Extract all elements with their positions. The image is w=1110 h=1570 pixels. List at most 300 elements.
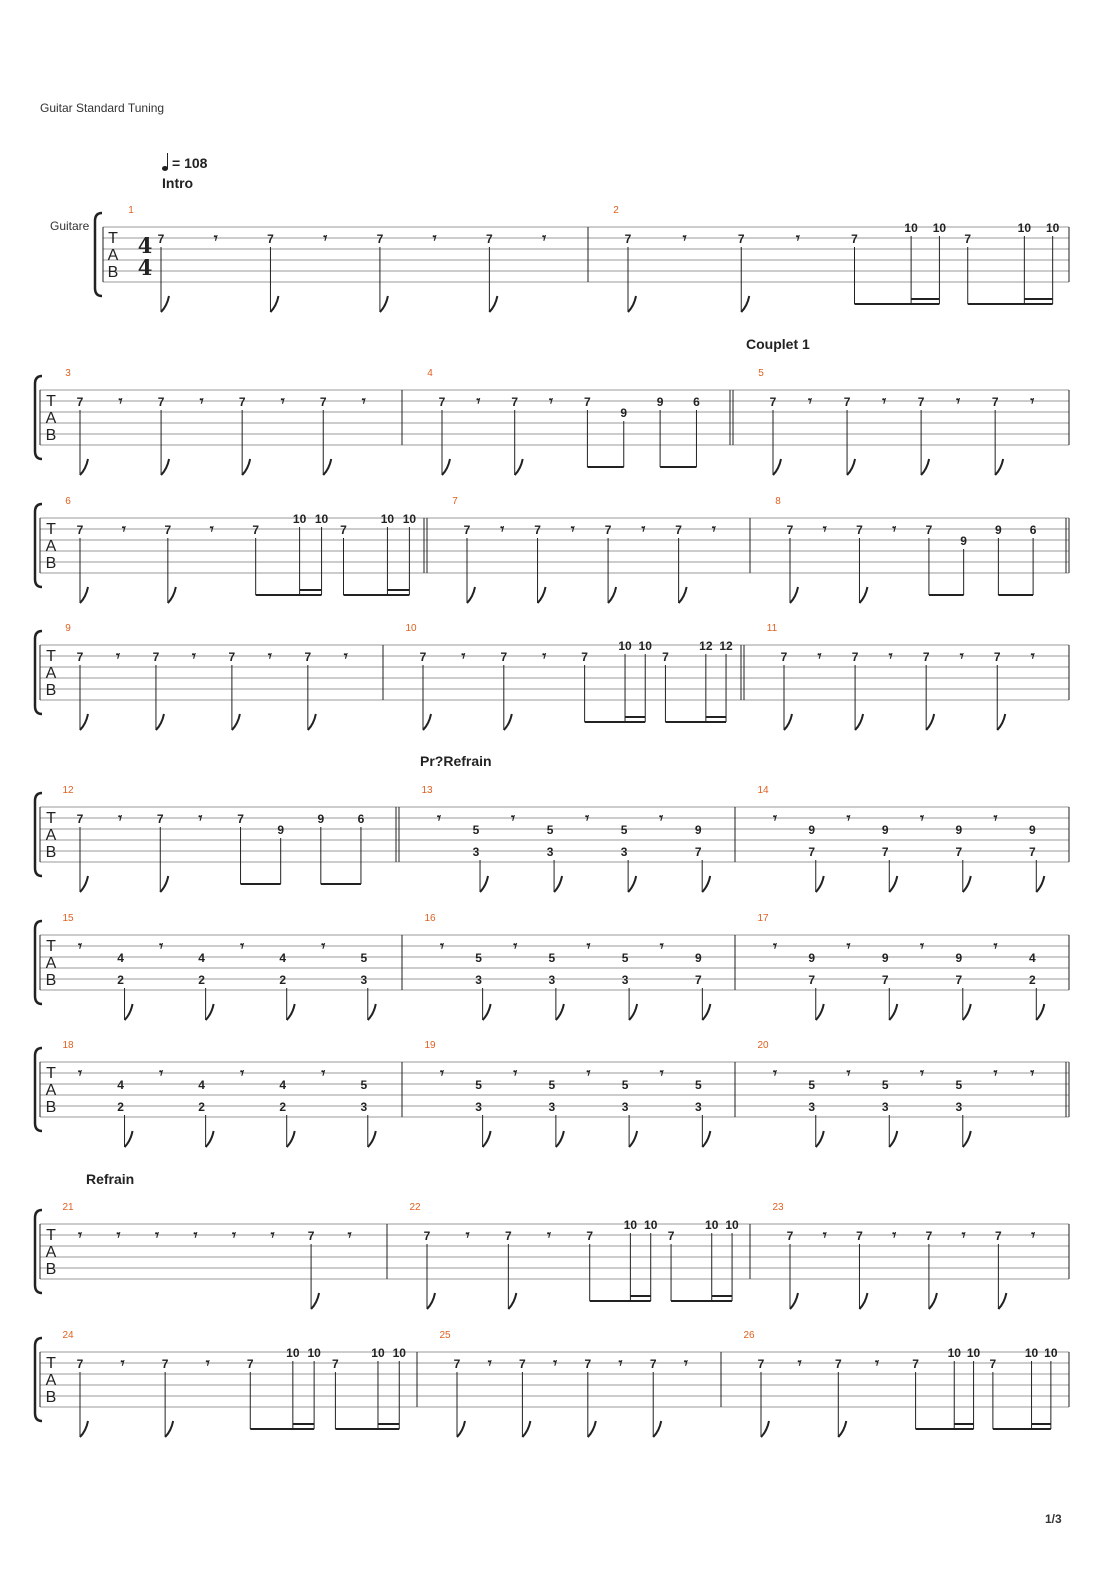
tab-letter-t: T	[46, 648, 56, 665]
tab-letter-t: T	[46, 1227, 56, 1244]
eighth-rest-icon: 𝄾	[118, 809, 123, 827]
fret-number: 7	[157, 232, 165, 246]
eighth-rest-icon: 𝄾	[542, 229, 547, 247]
eighth-rest-icon: 𝄾	[155, 1226, 160, 1244]
tab-letter-b: B	[45, 1099, 57, 1116]
section-intro: Intro	[162, 175, 194, 191]
note-flag	[653, 1421, 661, 1437]
eighth-rest-icon: 𝄾	[280, 392, 285, 410]
eighth-rest-icon: 𝄾	[118, 392, 123, 410]
note-flag	[80, 459, 88, 475]
fret-number: 7	[252, 523, 260, 537]
note-flag	[816, 1004, 824, 1020]
eighth-rest-icon: 𝄾	[193, 1226, 198, 1244]
note-flag	[859, 587, 867, 603]
fret-number: 7	[76, 650, 84, 664]
fret-number: 7	[332, 1357, 339, 1371]
eighth-rest-icon: 𝄾	[773, 937, 777, 955]
fret-number: 7	[604, 523, 612, 537]
fret-number: 10	[380, 512, 395, 526]
tab-letter-a: A	[45, 665, 57, 682]
eighth-rest-icon: 𝄾	[440, 1064, 444, 1082]
fret-number: 7	[500, 650, 508, 664]
note-flag	[423, 714, 431, 730]
fret-number: 7	[851, 650, 859, 664]
measure-number: 3	[65, 368, 71, 379]
fret-number: 10	[725, 1218, 739, 1232]
fret-number-lower: 2	[117, 973, 124, 987]
note-flag	[442, 459, 450, 475]
eighth-rest-icon: 𝄾	[808, 392, 813, 410]
fret-number: 7	[161, 1357, 169, 1371]
fret-number: 7	[757, 1357, 765, 1371]
note-flag	[997, 714, 1005, 730]
eighth-rest-icon: 𝄾	[882, 392, 887, 410]
fret-number: 7	[511, 395, 519, 409]
tab-letter-a: A	[45, 538, 57, 555]
note-flag	[161, 296, 169, 312]
measure-number: 7	[452, 496, 458, 507]
eighth-rest-icon: 𝄾	[920, 937, 925, 955]
fret-number: 7	[423, 1229, 431, 1243]
note-flag	[467, 587, 475, 603]
measure-number: 13	[421, 785, 433, 796]
fret-number: 10	[371, 1346, 385, 1360]
eighth-rest-icon: 𝄾	[115, 647, 120, 665]
note-flag	[554, 876, 562, 892]
fret-number-lower: 3	[475, 1100, 482, 1114]
measure-number: 8	[775, 496, 781, 507]
eighth-rest-icon: 𝄾	[959, 647, 964, 665]
note-flag	[515, 459, 523, 475]
section-refrain: Refrain	[86, 1171, 135, 1187]
fret-number: 7	[649, 1357, 657, 1371]
measure-number: 25	[439, 1330, 451, 1341]
note-flag	[368, 1131, 376, 1147]
measure-number: 5	[758, 368, 764, 379]
note-flag	[963, 1131, 971, 1147]
fret-number: 7	[152, 650, 160, 664]
note-flag	[156, 714, 164, 730]
note-flag	[168, 587, 176, 603]
tab-letter-t: T	[46, 393, 56, 410]
note-flag	[323, 459, 331, 475]
fret-number: 6	[357, 812, 365, 826]
eighth-rest-icon: 𝄾	[240, 937, 245, 955]
eighth-rest-icon: 𝄾	[993, 1064, 998, 1082]
note-flag	[773, 459, 781, 475]
eighth-rest-icon: 𝄾	[437, 809, 441, 827]
fret-number: 7	[419, 650, 427, 664]
note-flag	[427, 1293, 435, 1309]
fret-number: 7	[238, 395, 246, 409]
eighth-rest-icon: 𝄾	[267, 647, 272, 665]
fret-number-lower: 7	[1028, 845, 1036, 859]
note-flag	[311, 1293, 319, 1309]
eighth-rest-icon: 𝄾	[586, 937, 591, 955]
fret-number-upper: 5	[360, 1078, 368, 1092]
fret-number: 7	[304, 650, 312, 664]
fret-number: 7	[675, 523, 682, 537]
note-flag	[628, 876, 636, 892]
tab-letter-b: B	[45, 972, 57, 989]
fret-number: 7	[463, 523, 471, 537]
fret-number: 7	[76, 1357, 84, 1371]
eighth-rest-icon: 𝄾	[513, 937, 518, 955]
measure-number: 16	[424, 913, 436, 924]
fret-number-lower: 2	[198, 1100, 205, 1114]
note-flag	[483, 1131, 491, 1147]
fret-number-lower: 3	[360, 973, 368, 987]
fret-number: 7	[991, 395, 999, 409]
measure-number: 4	[427, 368, 433, 379]
fret-number: 10	[947, 1346, 961, 1360]
fret-number: 7	[534, 523, 541, 537]
eighth-rest-icon: 𝄾	[120, 1354, 125, 1372]
fret-number-upper: 9	[695, 951, 702, 965]
fret-number: 7	[228, 650, 236, 664]
fret-number: 7	[581, 650, 588, 664]
fret-number-upper: 5	[360, 951, 368, 965]
note-flag	[608, 587, 616, 603]
eighth-rest-icon: 𝄾	[78, 937, 82, 955]
fret-number-upper: 5	[548, 951, 556, 965]
eighth-rest-icon: 𝄾	[659, 937, 664, 955]
eighth-rest-icon: 𝄾	[116, 1226, 121, 1244]
note-flag	[629, 1004, 637, 1020]
eighth-rest-icon: 𝄾	[240, 1064, 245, 1082]
fret-number-upper: 5	[881, 1078, 889, 1092]
fret-number: 10	[1017, 221, 1032, 235]
note-flag	[80, 876, 88, 892]
fret-number-lower: 2	[1028, 973, 1036, 987]
note-flag	[859, 1293, 867, 1309]
fret-number-lower: 3	[620, 845, 628, 859]
fret-number-upper: 4	[117, 951, 124, 965]
tab-letter-t: T	[46, 938, 56, 955]
fret-number: 12	[699, 639, 713, 653]
fret-number: 7	[584, 1357, 592, 1371]
measure-number: 21	[62, 1202, 74, 1213]
note-flag	[206, 1004, 214, 1020]
eighth-rest-icon: 𝄾	[547, 1226, 552, 1244]
fret-number: 10	[392, 1346, 406, 1360]
note-flag	[702, 1004, 710, 1020]
eighth-rest-icon: 𝄾	[542, 647, 547, 665]
fret-number-lower: 3	[475, 973, 482, 987]
tab-letter-b: B	[45, 682, 57, 699]
eighth-rest-icon: 𝄾	[773, 809, 777, 827]
time-signature-bottom: 4	[137, 255, 153, 280]
measure-number: 19	[424, 1040, 436, 1051]
fret-number: 7	[319, 395, 327, 409]
fret-number: 10	[307, 1346, 321, 1360]
fret-number-upper: 9	[881, 951, 889, 965]
eighth-rest-icon: 𝄾	[270, 1226, 275, 1244]
note-flag	[702, 876, 710, 892]
fret-number-lower: 7	[881, 845, 889, 859]
fret-number: 9	[620, 406, 628, 420]
fret-number: 10	[618, 639, 632, 653]
note-flag	[963, 876, 971, 892]
fret-number-upper: 5	[475, 951, 482, 965]
eighth-rest-icon: 𝄾	[432, 229, 437, 247]
fret-number: 10	[966, 1346, 981, 1360]
eighth-rest-icon: 𝄾	[232, 1226, 237, 1244]
eighth-rest-icon: 𝄾	[993, 937, 998, 955]
fret-number: 7	[307, 1229, 315, 1243]
time-signature-top: 4	[137, 233, 153, 258]
measure-number: 9	[65, 623, 71, 634]
eighth-rest-icon: 𝄾	[795, 229, 800, 247]
fret-number: 7	[157, 395, 165, 409]
fret-number: 7	[769, 395, 777, 409]
note-flag	[855, 714, 863, 730]
fret-number-upper: 5	[621, 1078, 629, 1092]
fret-number-lower: 3	[546, 845, 554, 859]
eighth-rest-icon: 𝄾	[773, 1064, 777, 1082]
fret-number: 7	[486, 232, 493, 246]
system-bracket	[35, 631, 42, 714]
measure-number: 20	[757, 1040, 769, 1051]
fret-number: 7	[586, 1229, 594, 1243]
measure-number: 14	[757, 785, 769, 796]
fret-number-lower: 2	[117, 1100, 124, 1114]
measure-number: 2	[613, 205, 619, 216]
note-flag	[816, 876, 824, 892]
system-bracket	[35, 504, 42, 587]
note-flag	[889, 1131, 897, 1147]
fret-number-upper: 9	[694, 823, 702, 837]
tab-letter-b: B	[45, 1389, 57, 1406]
eighth-rest-icon: 𝄾	[159, 937, 164, 955]
measure-number: 6	[65, 496, 71, 507]
eighth-rest-icon: 𝄾	[846, 809, 851, 827]
eighth-rest-icon: 𝄾	[993, 809, 998, 827]
tab-letter-b: B	[45, 555, 57, 572]
fret-number-lower: 2	[198, 973, 205, 987]
fret-number-lower: 2	[279, 1100, 287, 1114]
fret-number-lower: 7	[808, 845, 816, 859]
note-flag	[287, 1131, 295, 1147]
tab-letter-a: A	[45, 827, 57, 844]
eighth-rest-icon: 𝄾	[347, 1226, 352, 1244]
note-flag	[165, 1421, 173, 1437]
note-flag	[556, 1004, 564, 1020]
tab-letter-t: T	[46, 810, 56, 827]
fret-number-lower: 7	[695, 973, 702, 987]
eighth-rest-icon: 𝄾	[198, 809, 203, 827]
fret-number: 10	[1044, 1346, 1058, 1360]
note-flag	[790, 587, 798, 603]
measure-number: 26	[743, 1330, 755, 1341]
measure-number: 11	[766, 623, 778, 634]
fret-number: 7	[584, 395, 591, 409]
fret-number-lower: 3	[955, 1100, 963, 1114]
fret-number: 10	[623, 1218, 638, 1232]
section-couplet-1: Couplet 1	[746, 336, 810, 352]
note-flag	[889, 1004, 897, 1020]
instrument-name: Guitare	[50, 219, 90, 233]
eighth-rest-icon: 𝄾	[888, 647, 893, 665]
eighth-rest-icon: 𝄾	[659, 1064, 664, 1082]
eighth-rest-icon: 𝄾	[361, 392, 366, 410]
eighth-rest-icon: 𝄾	[822, 1226, 827, 1244]
note-flag	[929, 1293, 937, 1309]
eighth-rest-icon: 𝄾	[570, 520, 575, 538]
fret-number: 7	[164, 523, 172, 537]
note-flag	[457, 1421, 465, 1437]
fret-number-upper: 5	[695, 1078, 702, 1092]
note-flag	[80, 1421, 88, 1437]
fret-number: 7	[505, 1229, 512, 1243]
tab-letter-a: A	[45, 1372, 57, 1389]
eighth-rest-icon: 𝄾	[797, 1354, 802, 1372]
fret-number: 7	[843, 395, 851, 409]
measure-number: 10	[405, 623, 417, 634]
fret-number: 10	[402, 512, 417, 526]
fret-number: 9	[960, 534, 967, 548]
measure-number: 22	[409, 1202, 421, 1213]
note-flag	[628, 296, 636, 312]
fret-number: 10	[1045, 221, 1060, 235]
fret-number: 7	[624, 232, 632, 246]
eighth-rest-icon: 𝄾	[511, 809, 516, 827]
fret-number: 7	[340, 523, 347, 537]
fret-number: 9	[995, 523, 1002, 537]
measure-number: 17	[757, 913, 769, 924]
fret-number: 10	[292, 512, 307, 526]
note-flag	[998, 1293, 1006, 1309]
fret-number-lower: 7	[955, 845, 963, 859]
eighth-rest-icon: 𝄾	[321, 937, 326, 955]
fret-number-lower: 3	[881, 1100, 889, 1114]
system-bracket	[35, 1338, 42, 1421]
note-flag	[504, 714, 512, 730]
measure-number: 23	[772, 1202, 784, 1213]
system-bracket	[35, 1210, 42, 1293]
tab-letter-a: A	[45, 1244, 57, 1261]
measure-number: 18	[62, 1040, 74, 1051]
note-flag	[160, 876, 168, 892]
note-flag	[508, 1293, 516, 1309]
eighth-rest-icon: 𝄾	[618, 1354, 623, 1372]
note-flag	[125, 1004, 133, 1020]
fret-number: 7	[76, 812, 84, 826]
fret-number: 7	[917, 395, 925, 409]
eighth-rest-icon: 𝄾	[961, 1226, 966, 1244]
eighth-rest-icon: 𝄾	[1031, 1226, 1036, 1244]
eighth-rest-icon: 𝄾	[461, 647, 466, 665]
system-bracket	[95, 213, 102, 296]
tuning-label: Guitar Standard Tuning	[40, 101, 165, 115]
fret-number: 7	[438, 395, 446, 409]
note-flag	[847, 459, 855, 475]
eighth-rest-icon: 𝄾	[846, 1064, 851, 1082]
eighth-rest-icon: 𝄾	[513, 1064, 518, 1082]
fret-number: 7	[989, 1357, 997, 1371]
tab-letter-b: B	[45, 427, 57, 444]
tab-letter-b: B	[107, 264, 119, 281]
fret-number: 7	[76, 523, 84, 537]
tab-letter-t: T	[46, 1355, 56, 1372]
note-flag	[206, 1131, 214, 1147]
eighth-rest-icon: 𝄾	[956, 392, 961, 410]
measure-number: 24	[62, 1330, 74, 1341]
eighth-rest-icon: 𝄾	[846, 937, 851, 955]
fret-number-lower: 3	[360, 1100, 368, 1114]
eighth-rest-icon: 𝄾	[586, 1064, 591, 1082]
tab-letter-t: T	[46, 521, 56, 538]
note-flag	[761, 1421, 769, 1437]
note-flag	[702, 1131, 710, 1147]
fret-number-lower: 3	[808, 1100, 816, 1114]
fret-number: 7	[964, 232, 972, 246]
tab-letter-a: A	[45, 955, 57, 972]
note-flag	[270, 296, 278, 312]
note-flag	[926, 714, 934, 730]
fret-number: 9	[656, 395, 664, 409]
eighth-rest-icon: 𝄾	[920, 809, 925, 827]
fret-number: 7	[922, 650, 930, 664]
section-prerefrain: Pr?Refrain	[420, 753, 492, 769]
note-flag	[380, 296, 388, 312]
fret-number-upper: 5	[621, 951, 629, 965]
note-flag	[995, 459, 1003, 475]
fret-number-upper: 9	[881, 823, 889, 837]
tab-letter-a: A	[45, 410, 57, 427]
fret-number: 7	[912, 1357, 919, 1371]
fret-number-lower: 7	[955, 973, 963, 987]
system-bracket	[35, 376, 42, 459]
fret-number: 7	[156, 812, 164, 826]
fret-number-lower: 3	[472, 845, 480, 859]
note-flag	[308, 714, 316, 730]
eighth-rest-icon: 𝄾	[822, 520, 827, 538]
eighth-rest-icon: 𝄾	[920, 1064, 925, 1082]
eighth-rest-icon: 𝄾	[683, 1354, 688, 1372]
note-flag	[80, 587, 88, 603]
measure-number: 1	[128, 205, 134, 216]
measure-number: 15	[62, 913, 74, 924]
eighth-rest-icon: 𝄾	[121, 520, 126, 538]
fret-number: 9	[277, 823, 285, 837]
eighth-rest-icon: 𝄾	[1030, 647, 1035, 665]
fret-number: 12	[719, 639, 733, 653]
fret-number-upper: 5	[955, 1078, 963, 1092]
fret-number-upper: 5	[475, 1078, 482, 1092]
eighth-rest-icon: 𝄾	[892, 520, 897, 538]
fret-number-upper: 5	[808, 1078, 816, 1092]
fret-number: 7	[856, 523, 863, 537]
tab-letter-t: T	[46, 1065, 56, 1082]
fret-number-upper: 4	[198, 1078, 205, 1092]
eighth-rest-icon: 𝄾	[213, 229, 218, 247]
fret-number: 7	[519, 1357, 526, 1371]
tempo-value: = 108	[172, 155, 208, 171]
note-flag	[368, 1004, 376, 1020]
note-flag	[489, 296, 497, 312]
fret-number: 7	[834, 1357, 842, 1371]
fret-number: 7	[786, 523, 794, 537]
fret-number: 7	[995, 1229, 1002, 1243]
note-flag	[741, 296, 749, 312]
fret-number: 7	[662, 650, 669, 664]
note-flag	[161, 459, 169, 475]
tab-letter-b: B	[45, 1261, 57, 1278]
fret-number: 10	[904, 221, 918, 235]
system-bracket	[35, 1048, 42, 1131]
